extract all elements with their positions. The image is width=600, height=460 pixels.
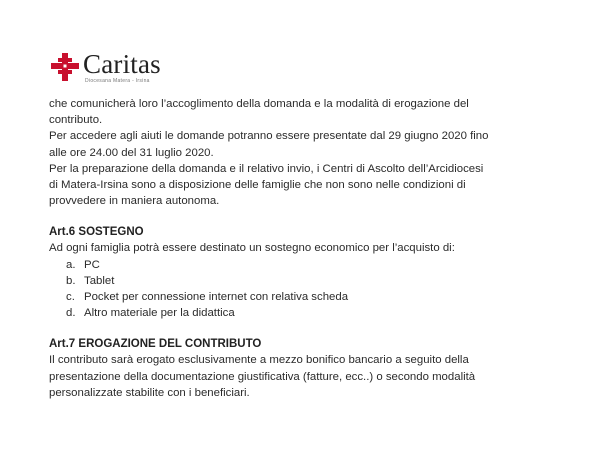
intro-line: contributo. bbox=[49, 114, 103, 127]
list-marker: b. bbox=[66, 274, 76, 287]
intro-line: che comunicherà loro l’accoglimento della domanda e la modalità di erogazione del bbox=[49, 98, 469, 110]
art7-section bbox=[49, 336, 569, 401]
intro-section bbox=[49, 96, 569, 209]
intro-line: Per accedere agli aiuti le domande potranno essere presentate dal 29 giugno 2020 fino bbox=[49, 130, 489, 143]
caritas-cross-icon bbox=[50, 52, 80, 82]
art6-lead: Ad ogni famiglia potrà essere destinato un sostegno economico per l’acquisto di: bbox=[49, 242, 455, 255]
list-marker: a. bbox=[66, 258, 76, 271]
intro-line: di Matera-Irsina sono a disposizione delle famiglie che non sono nelle condizioni di bbox=[49, 179, 466, 192]
art6-section bbox=[49, 224, 569, 321]
art6-list bbox=[49, 257, 569, 322]
brand-name: Caritas bbox=[83, 49, 161, 79]
list-item bbox=[49, 305, 569, 321]
list-marker: c. bbox=[66, 291, 75, 304]
list-item bbox=[49, 273, 569, 289]
intro-line: alle ore 24.00 del 31 luglio 2020. bbox=[49, 146, 214, 159]
list-item bbox=[49, 257, 569, 273]
list-item-text: Pocket per connessione internet con relativa scheda bbox=[84, 291, 349, 304]
list-item-text: Altro materiale per la didattica bbox=[84, 307, 235, 320]
list-marker: d. bbox=[66, 307, 76, 320]
list-item-text: PC bbox=[84, 258, 100, 271]
intro-line: provvedere in maniera autonoma. bbox=[49, 195, 220, 208]
art7-heading: Art.7 EROGAZIONE DEL CONTRIBUTO bbox=[49, 338, 262, 351]
list-item-text: Tablet bbox=[84, 274, 115, 287]
document-body bbox=[49, 96, 569, 401]
art7-line: Il contributo sarà erogato esclusivamente a mezzo bonifico bancario a seguito della bbox=[49, 354, 469, 367]
list-item bbox=[49, 289, 569, 305]
art7-line: presentazione della documentazione giustificativa (fatture, ecc..) o secondo modalità bbox=[49, 370, 476, 383]
art7-line: personalizzate stabilite con i beneficiari. bbox=[49, 386, 250, 399]
intro-line: Per la preparazione della domanda e il relativo invio, i Centri di Ascolto dell’Arcidiocesi bbox=[49, 162, 484, 175]
art6-heading: Art.6 SOSTEGNO bbox=[49, 226, 144, 239]
brand-subtitle: Diocesana Matera - Irsina bbox=[85, 78, 150, 84]
